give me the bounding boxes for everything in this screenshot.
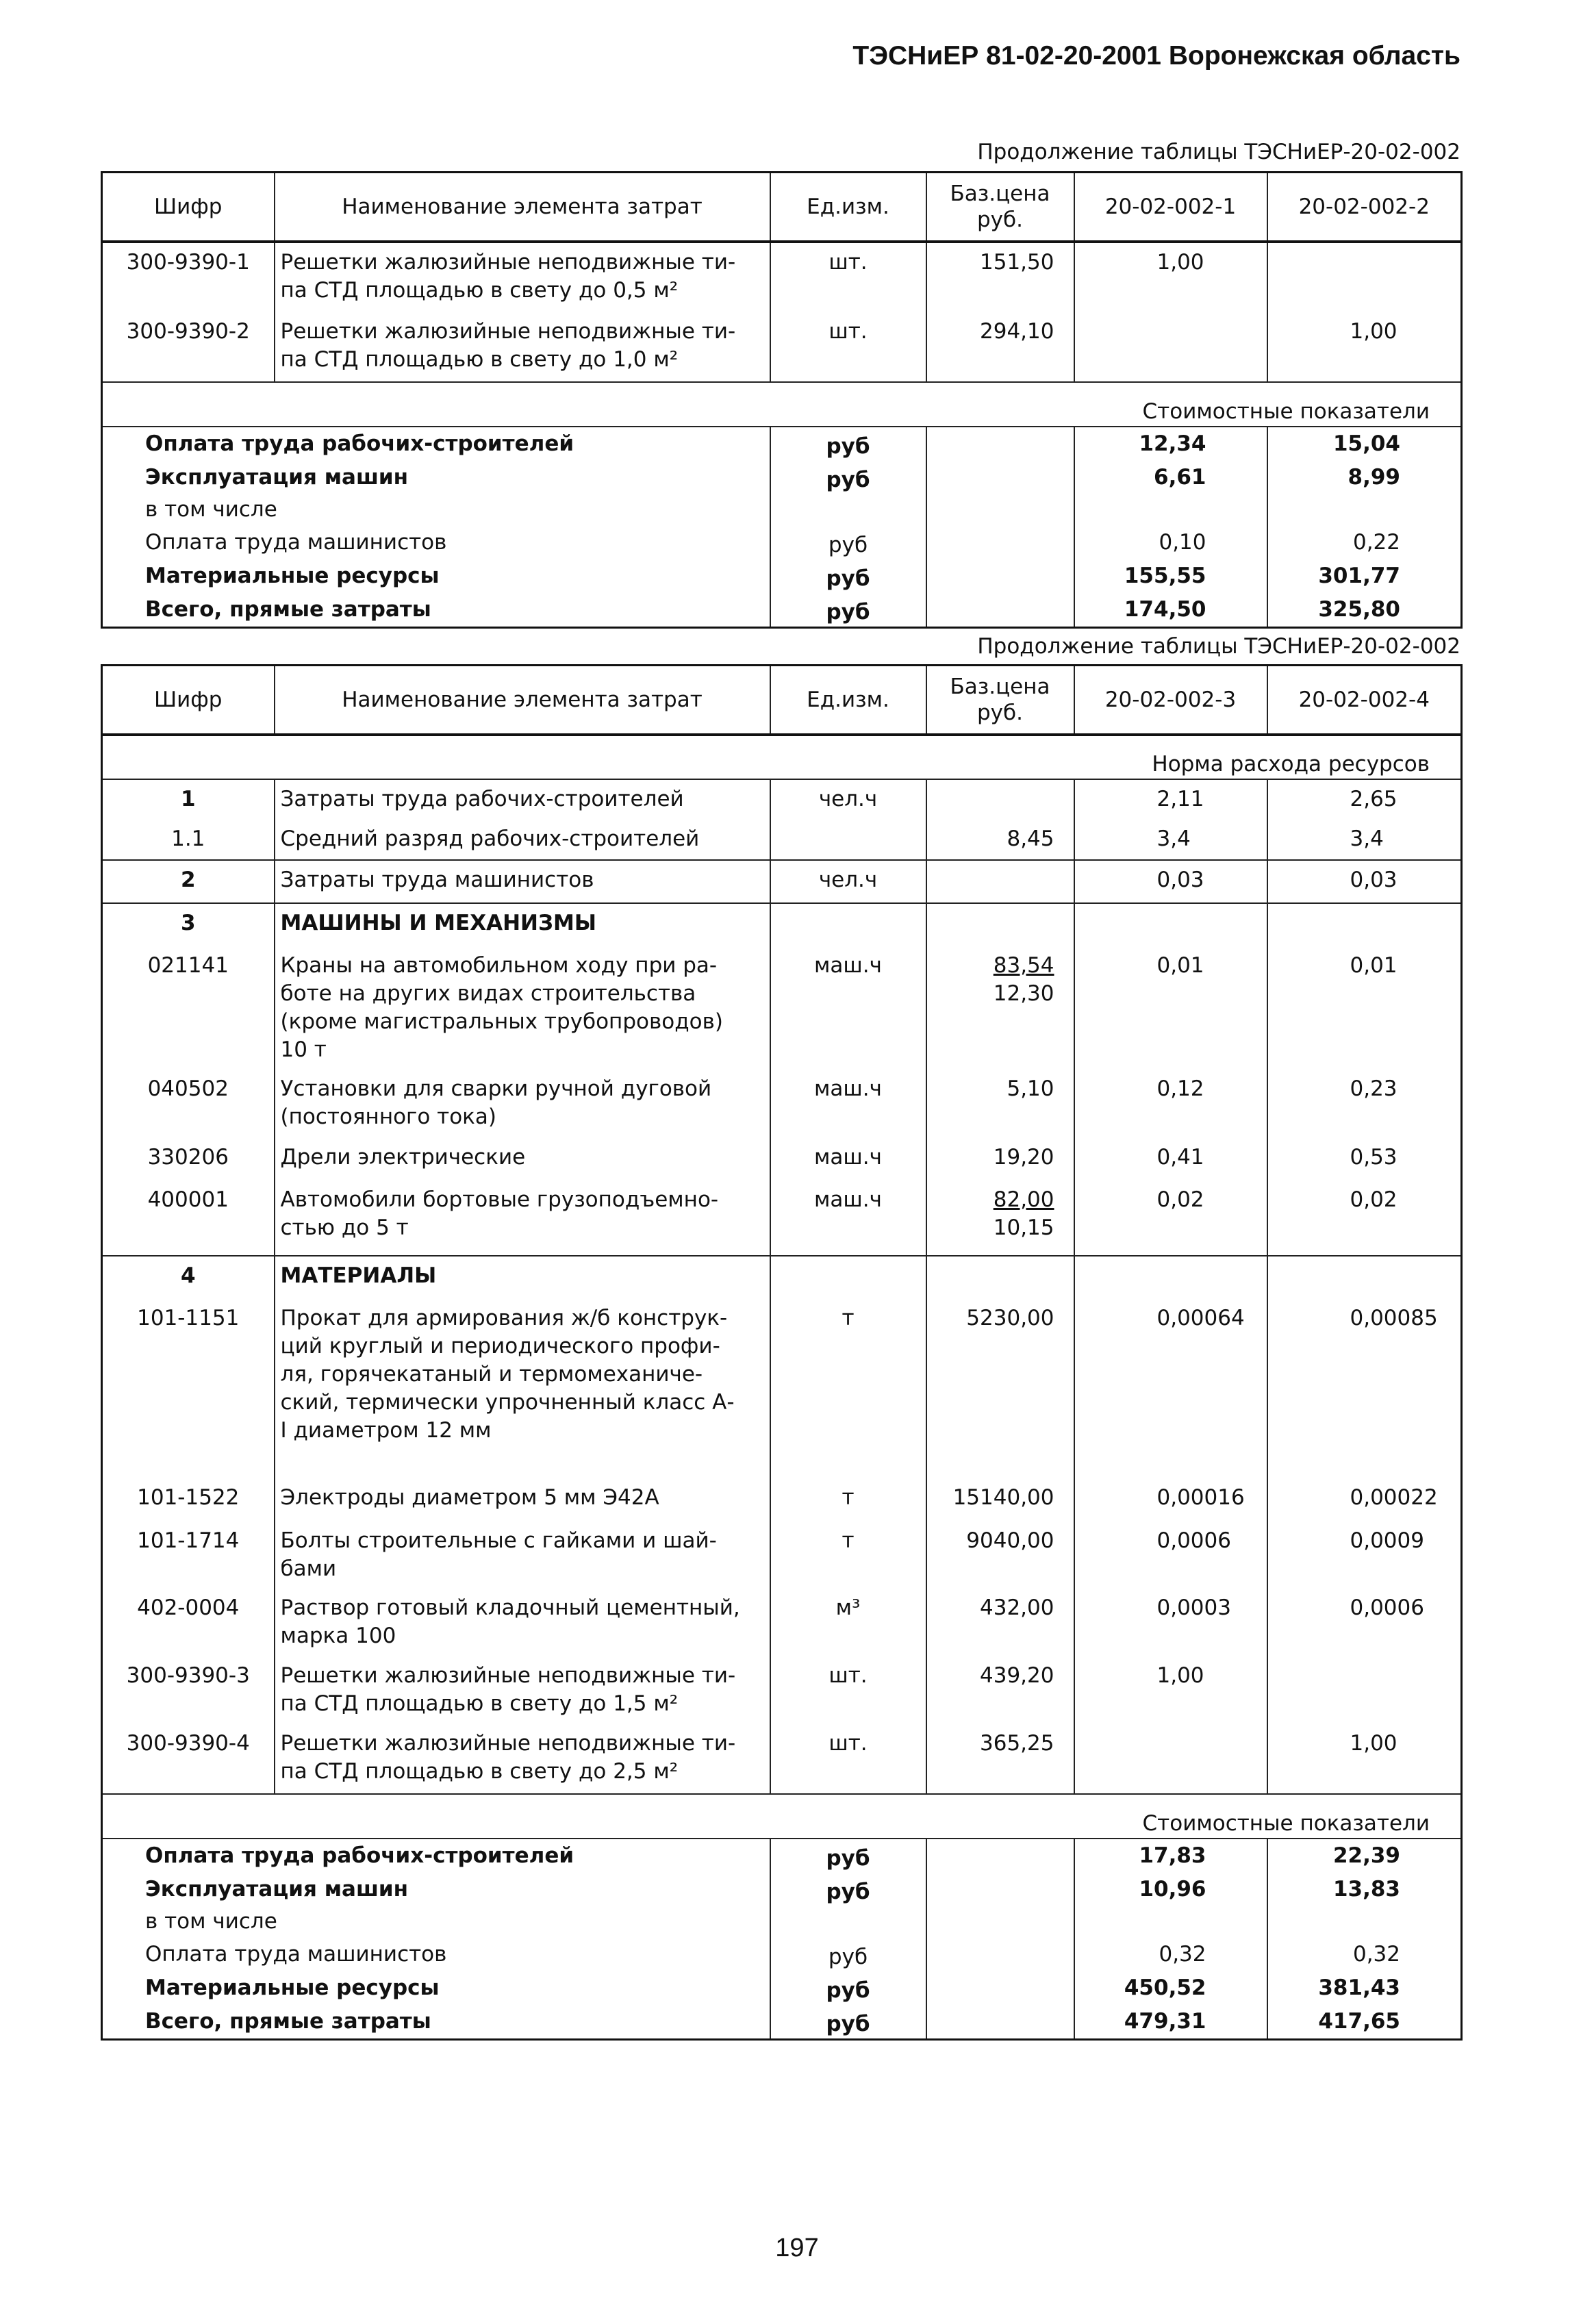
table-row <box>102 1656 1462 1724</box>
row-value-2: 0,03 <box>1267 860 1462 903</box>
column-header: Ед.изм. <box>770 666 926 735</box>
row-value-1: 0,00064 <box>1074 1299 1267 1478</box>
row-code: 101-1522 <box>102 1478 275 1521</box>
row-name: Дрели электрические <box>275 1138 770 1180</box>
row-value-2: 0,53 <box>1267 1138 1462 1180</box>
base-price-value: 82,00 <box>993 1187 1054 1212</box>
row-value-1: 0,0006 <box>1074 1521 1267 1589</box>
cost-name: Всего, прямые затраты <box>102 2005 770 2040</box>
row-base-price <box>926 312 1074 382</box>
row-base-price <box>926 779 1074 820</box>
base-price-value: 294,10 <box>980 318 1054 344</box>
row-name: Решетки жалюзийные неподвижные ти- па СТД площадью в свету до 2,5 м² <box>275 1724 770 1794</box>
row-code: 101-1151 <box>102 1299 275 1478</box>
table-row <box>102 779 1462 820</box>
row-base-price <box>926 1299 1074 1478</box>
table-row <box>102 1589 1462 1656</box>
base-price-value: 432,00 <box>980 1595 1054 1620</box>
table-row <box>102 903 1462 946</box>
cost-value-1: 479,31 <box>1074 2005 1267 2040</box>
row-value-1: 2,11 <box>1074 779 1267 820</box>
resource-table-1 <box>101 171 1463 629</box>
row-value-1: 0,02 <box>1074 1180 1267 1256</box>
row-value-2: 0,00022 <box>1267 1478 1462 1521</box>
row-value-1: 0,12 <box>1074 1070 1267 1138</box>
row-base-price <box>926 1138 1074 1180</box>
row-name: Решетки жалюзийные неподвижные ти- па СТД площадью в свету до 0,5 м² <box>275 242 770 312</box>
row-name: Затраты труда машинистов <box>275 860 770 903</box>
row-value-2: 2,65 <box>1267 779 1462 820</box>
row-value-2: 1,00 <box>1267 312 1462 382</box>
cost-empty <box>926 2005 1074 2040</box>
cost-value-1: 10,96 <box>1074 1873 1267 1906</box>
cost-unit <box>770 1906 926 1938</box>
table-row <box>102 1299 1462 1478</box>
column-header: 20-02-002-4 <box>1267 666 1462 735</box>
table1-caption: Продолжение таблицы ТЭСНиЕР-20-02-002 <box>977 140 1460 164</box>
base-price-value: 439,20 <box>980 1663 1054 1688</box>
cost-value-1: 0,10 <box>1074 526 1267 559</box>
cost-name: Материальные ресурсы <box>102 1971 770 2005</box>
row-code: 3 <box>102 903 275 946</box>
base-price-value: 9040,00 <box>966 1528 1054 1553</box>
row-value-2 <box>1267 903 1462 946</box>
base-price-value: 5,10 <box>1007 1076 1054 1101</box>
cost-name: Всего, прямые затраты <box>102 593 770 628</box>
cost-name: Оплата труда рабочих-строителей <box>102 1839 770 1873</box>
row-name: Решетки жалюзийные неподвижные ти- па СТД площадью в свету до 1,0 м² <box>275 312 770 382</box>
cost-unit: руб <box>770 1873 926 1906</box>
cost-value-2: 417,65 <box>1267 2005 1462 2040</box>
row-value-2: 3,4 <box>1267 820 1462 860</box>
header-row <box>102 666 1462 735</box>
row-value-2: 0,02 <box>1267 1180 1462 1256</box>
column-header: Баз.цена руб. <box>926 173 1074 242</box>
row-code: 1 <box>102 779 275 820</box>
cost-value-2: 325,80 <box>1267 593 1462 628</box>
cost-name: Оплата труда машинистов <box>102 1938 770 1971</box>
row-base-price <box>926 860 1074 903</box>
row-value-1 <box>1074 903 1267 946</box>
cost-empty <box>926 593 1074 628</box>
cost-empty <box>926 1906 1074 1938</box>
column-header: Шифр <box>102 666 275 735</box>
cost-name: Эксплуатация машин <box>102 461 770 494</box>
cost-value-1: 0,32 <box>1074 1938 1267 1971</box>
column-header: Наименование элемента затрат <box>275 666 770 735</box>
norm-caption: Норма расхода ресурсов <box>102 735 1462 779</box>
row-code: 330206 <box>102 1138 275 1180</box>
row-value-2 <box>1267 1656 1462 1724</box>
cost-value-1 <box>1074 494 1267 526</box>
row-code: 1.1 <box>102 820 275 860</box>
cost-name: Оплата труда машинистов <box>102 526 770 559</box>
table-row <box>102 1724 1462 1794</box>
base-price-value: 365,25 <box>980 1730 1054 1756</box>
row-unit: маш.ч <box>770 1138 926 1180</box>
cost-value-2: 13,83 <box>1267 1873 1462 1906</box>
row-code: 400001 <box>102 1180 275 1256</box>
base-price-secondary: 12,30 <box>993 981 1054 1006</box>
cost-caption: Стоимостные показатели <box>102 1794 1462 1839</box>
row-code: 101-1714 <box>102 1521 275 1589</box>
row-value-1: 3,4 <box>1074 820 1267 860</box>
column-header: Шифр <box>102 173 275 242</box>
base-price-value: 8,45 <box>1007 826 1054 851</box>
cost-unit: руб <box>770 1971 926 2005</box>
row-value-2: 0,0006 <box>1267 1589 1462 1656</box>
cost-row <box>102 559 1462 593</box>
table-row <box>102 1521 1462 1589</box>
column-header: Наименование элемента затрат <box>275 173 770 242</box>
row-code: 300-9390-1 <box>102 242 275 312</box>
row-value-1 <box>1074 1256 1267 1299</box>
row-value-1: 0,01 <box>1074 946 1267 1070</box>
cost-name: в том числе <box>102 494 770 526</box>
cost-caption-row <box>102 1794 1462 1839</box>
row-name: Затраты труда рабочих-строителей <box>275 779 770 820</box>
row-unit: чел.ч <box>770 779 926 820</box>
row-unit: чел.ч <box>770 860 926 903</box>
document-title: ТЭСНиЕР 81-02-20-2001 Воронежская область <box>852 41 1460 71</box>
row-code: 300-9390-2 <box>102 312 275 382</box>
row-code: 2 <box>102 860 275 903</box>
cost-row <box>102 593 1462 628</box>
table2-caption: Продолжение таблицы ТЭСНиЕР-20-02-002 <box>977 634 1460 659</box>
row-value-1: 0,00016 <box>1074 1478 1267 1521</box>
row-unit <box>770 903 926 946</box>
row-name: Решетки жалюзийные неподвижные ти- па СТД площадью в свету до 1,5 м² <box>275 1656 770 1724</box>
row-name: Раствор готовый кладочный цементный, марка 100 <box>275 1589 770 1656</box>
row-value-2: 0,0009 <box>1267 1521 1462 1589</box>
cost-row <box>102 1971 1462 2005</box>
cost-empty <box>926 526 1074 559</box>
cost-unit: руб <box>770 2005 926 2040</box>
cost-empty <box>926 494 1074 526</box>
base-price-value: 151,50 <box>980 249 1054 275</box>
row-value-1: 1,00 <box>1074 242 1267 312</box>
row-name: Электроды диаметром 5 мм Э42А <box>275 1478 770 1521</box>
row-name: Краны на автомобильном ходу при ра- боте на других видах строительства (кроме магистральных трубопроводов) 10 т <box>275 946 770 1070</box>
cost-value-2: 301,77 <box>1267 559 1462 593</box>
row-code: 300-9390-4 <box>102 1724 275 1794</box>
cost-row <box>102 427 1462 461</box>
row-base-price <box>926 1656 1074 1724</box>
cost-unit <box>770 494 926 526</box>
row-unit: шт. <box>770 1656 926 1724</box>
row-value-2: 0,00085 <box>1267 1299 1462 1478</box>
row-value-2 <box>1267 242 1462 312</box>
row-code: 040502 <box>102 1070 275 1138</box>
cost-value-1: 17,83 <box>1074 1839 1267 1873</box>
row-value-2 <box>1267 1256 1462 1299</box>
row-code: 021141 <box>102 946 275 1070</box>
row-value-1 <box>1074 312 1267 382</box>
cost-row <box>102 494 1462 526</box>
table-row <box>102 1256 1462 1299</box>
table-row <box>102 1180 1462 1256</box>
row-unit: шт. <box>770 312 926 382</box>
row-code: 300-9390-3 <box>102 1656 275 1724</box>
row-base-price <box>926 1521 1074 1589</box>
cost-row <box>102 1839 1462 1873</box>
table-row <box>102 1478 1462 1521</box>
cost-value-2 <box>1267 1906 1462 1938</box>
cost-value-1: 6,61 <box>1074 461 1267 494</box>
cost-caption: Стоимостные показатели <box>102 382 1462 427</box>
row-unit: шт. <box>770 242 926 312</box>
row-value-2: 0,23 <box>1267 1070 1462 1138</box>
cost-empty <box>926 1971 1074 2005</box>
cost-empty <box>926 1873 1074 1906</box>
table-row <box>102 242 1462 312</box>
header-row <box>102 173 1462 242</box>
base-price-value: 19,20 <box>993 1144 1054 1170</box>
row-name: Средний разряд рабочих-строителей <box>275 820 770 860</box>
cost-value-2: 381,43 <box>1267 1971 1462 2005</box>
cost-caption-row <box>102 382 1462 427</box>
cost-unit: руб <box>770 526 926 559</box>
cost-unit: руб <box>770 1938 926 1971</box>
row-value-1 <box>1074 1724 1267 1794</box>
column-header: Баз.цена руб. <box>926 666 1074 735</box>
row-unit: шт. <box>770 1724 926 1794</box>
cost-unit: руб <box>770 1839 926 1873</box>
cost-unit: руб <box>770 593 926 628</box>
table-row <box>102 312 1462 382</box>
row-code: 4 <box>102 1256 275 1299</box>
base-price-value: 83,54 <box>993 952 1054 978</box>
cost-row <box>102 526 1462 559</box>
cost-row <box>102 2005 1462 2040</box>
cost-empty <box>926 1938 1074 1971</box>
cost-value-1: 12,34 <box>1074 427 1267 461</box>
row-base-price <box>926 903 1074 946</box>
cost-unit: руб <box>770 559 926 593</box>
row-name: Установки для сварки ручной дуговой (постоянного тока) <box>275 1070 770 1138</box>
row-name: МАТЕРИАЛЫ <box>275 1256 770 1299</box>
row-name: Прокат для армирования ж/б конструк- ций круглый и периодического профи- ля, горячекатаный и термомеханиче- ский, термически упрочненный класс А- I диаметром 12 мм <box>275 1299 770 1478</box>
cost-empty <box>926 427 1074 461</box>
cost-name: Материальные ресурсы <box>102 559 770 593</box>
column-header: 20-02-002-3 <box>1074 666 1267 735</box>
column-header: 20-02-002-2 <box>1267 173 1462 242</box>
table-row <box>102 1138 1462 1180</box>
row-unit <box>770 820 926 860</box>
row-name: Автомобили бортовые грузоподъемно- стью до 5 т <box>275 1180 770 1256</box>
row-base-price <box>926 1724 1074 1794</box>
resource-table-2 <box>101 664 1463 2041</box>
row-unit: м³ <box>770 1589 926 1656</box>
cost-value-1 <box>1074 1906 1267 1938</box>
row-base-price <box>926 1180 1074 1256</box>
row-value-2: 1,00 <box>1267 1724 1462 1794</box>
row-unit: т <box>770 1478 926 1521</box>
base-price-value: 15140,00 <box>952 1485 1054 1510</box>
row-base-price <box>926 1070 1074 1138</box>
cost-row <box>102 1906 1462 1938</box>
column-header: Ед.изм. <box>770 173 926 242</box>
cost-name: Эксплуатация машин <box>102 1873 770 1906</box>
row-name: МАШИНЫ И МЕХАНИЗМЫ <box>275 903 770 946</box>
page-number: 197 <box>775 2234 819 2262</box>
base-price-value: 5230,00 <box>966 1305 1054 1330</box>
cost-row <box>102 461 1462 494</box>
cost-value-2: 15,04 <box>1267 427 1462 461</box>
row-name: Болты строительные с гайками и шай- бами <box>275 1521 770 1589</box>
row-unit: т <box>770 1521 926 1589</box>
row-value-1: 0,03 <box>1074 860 1267 903</box>
row-unit <box>770 1256 926 1299</box>
row-value-1: 0,41 <box>1074 1138 1267 1180</box>
cost-value-2: 0,32 <box>1267 1938 1462 1971</box>
cost-name: в том числе <box>102 1906 770 1938</box>
cost-value-2: 8,99 <box>1267 461 1462 494</box>
table-row <box>102 946 1462 1070</box>
table-row <box>102 860 1462 903</box>
row-base-price <box>926 820 1074 860</box>
row-base-price <box>926 1589 1074 1656</box>
row-unit: маш.ч <box>770 1070 926 1138</box>
cost-empty <box>926 1839 1074 1873</box>
cost-value-1: 174,50 <box>1074 593 1267 628</box>
cost-row <box>102 1873 1462 1906</box>
row-value-1: 0,0003 <box>1074 1589 1267 1656</box>
cost-row <box>102 1938 1462 1971</box>
row-base-price <box>926 1256 1074 1299</box>
cost-unit: руб <box>770 427 926 461</box>
column-header: 20-02-002-1 <box>1074 173 1267 242</box>
norm-caption-row <box>102 735 1462 779</box>
row-unit: т <box>770 1299 926 1478</box>
cost-empty <box>926 461 1074 494</box>
table-row <box>102 1070 1462 1138</box>
cost-value-1: 450,52 <box>1074 1971 1267 2005</box>
row-value-1: 1,00 <box>1074 1656 1267 1724</box>
cost-name: Оплата труда рабочих-строителей <box>102 427 770 461</box>
base-price-secondary: 10,15 <box>993 1215 1054 1240</box>
row-base-price <box>926 946 1074 1070</box>
row-base-price <box>926 242 1074 312</box>
cost-value-2: 22,39 <box>1267 1839 1462 1873</box>
cost-empty <box>926 559 1074 593</box>
cost-unit: руб <box>770 461 926 494</box>
row-code: 402-0004 <box>102 1589 275 1656</box>
row-value-2: 0,01 <box>1267 946 1462 1070</box>
cost-value-2 <box>1267 494 1462 526</box>
row-unit: маш.ч <box>770 1180 926 1256</box>
row-unit: маш.ч <box>770 946 926 1070</box>
table-row <box>102 820 1462 860</box>
cost-value-1: 155,55 <box>1074 559 1267 593</box>
cost-value-2: 0,22 <box>1267 526 1462 559</box>
row-base-price <box>926 1478 1074 1521</box>
